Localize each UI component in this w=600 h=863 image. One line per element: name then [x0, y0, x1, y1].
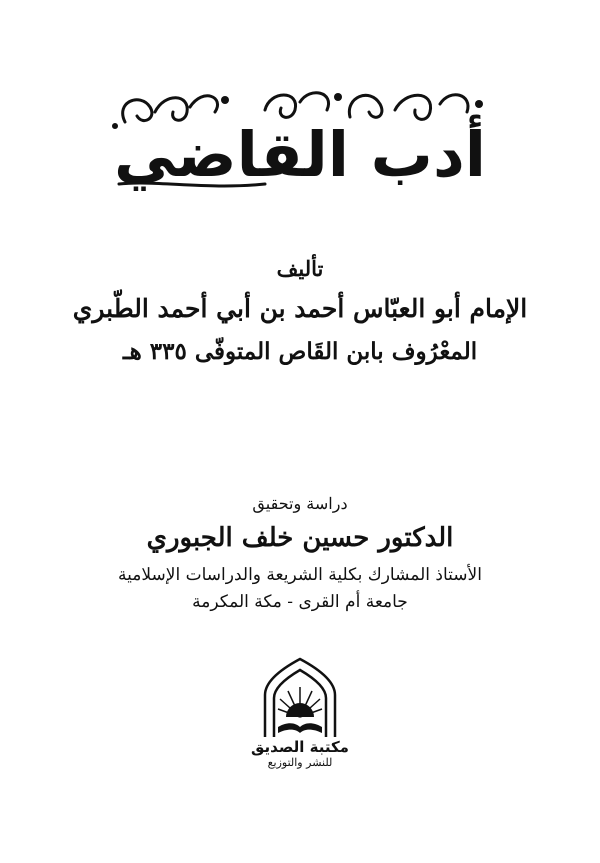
- author-known-as: المعْرُوف بابن القَاص المتوفّى ٣٣٥ هـ: [122, 338, 478, 365]
- author-name: الإمام أبو العبّاس أحمد بن أبي أحمد الطّبري: [72, 294, 528, 323]
- editor-university: جامعة أم القرى - مكة المكرمة: [192, 592, 408, 612]
- publisher-subtitle: للنشر والتوزيع: [267, 756, 333, 769]
- study-label: دراسة وتحقيق: [252, 494, 348, 513]
- title-block: [95, 82, 505, 192]
- title-underline-flourish: [117, 178, 267, 192]
- publisher-name: مكتبة الصديق: [251, 738, 349, 756]
- editor-position: الأستاذ المشارك بكلية الشريعة والدراسات الإسلامية: [118, 565, 482, 585]
- book-title: أدب القاضي: [113, 118, 487, 191]
- editor-name: الدكتور حسين خلف الجبوري: [146, 523, 454, 553]
- author-label: تأليف: [276, 256, 324, 281]
- publisher-logo: [250, 655, 350, 740]
